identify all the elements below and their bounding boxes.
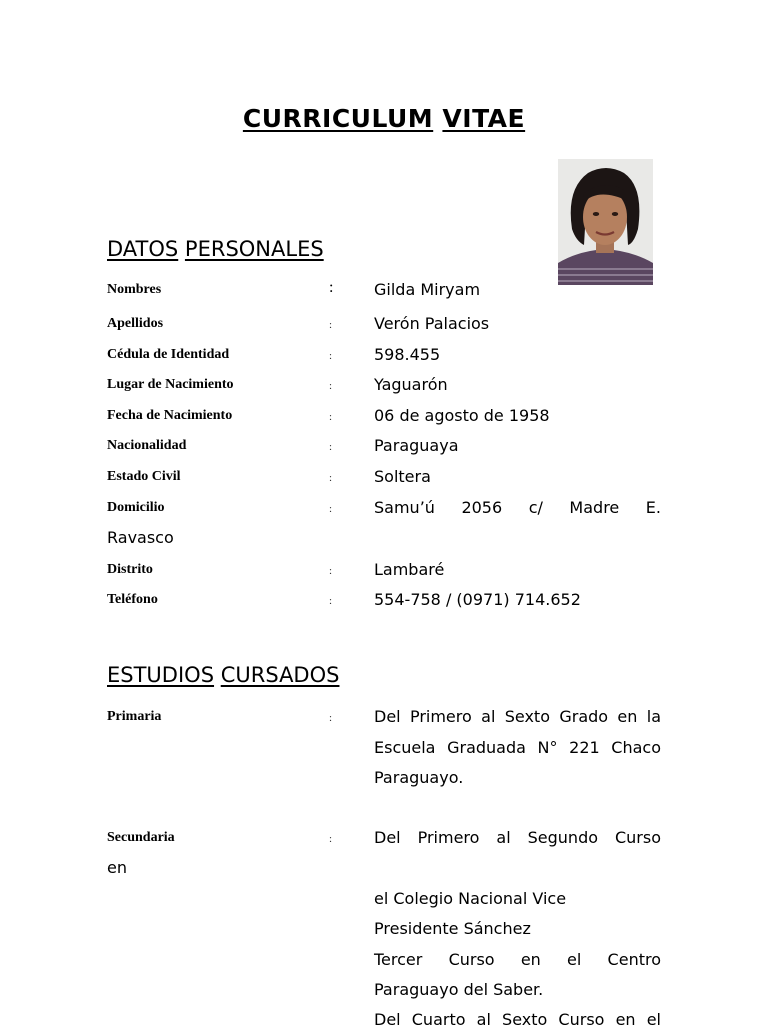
colon: : <box>329 350 333 362</box>
colon: : <box>329 503 333 515</box>
colon: : <box>329 565 333 577</box>
colon: : <box>329 441 333 453</box>
title-word-1: CURRICULUM <box>242 104 434 133</box>
label-cedula: Cédula de Identidad <box>107 347 230 362</box>
section-heading-word: CURSADOS <box>220 663 340 687</box>
section-heading-word: DATOS <box>107 237 179 261</box>
label-distrito: Distrito <box>107 562 153 577</box>
label-fecha-nacimiento: Fecha de Nacimiento <box>107 408 233 423</box>
value-secundaria-line: Presidente Sánchez <box>374 919 531 938</box>
label-secundaria: Secundaria <box>107 830 175 845</box>
label-primaria: Primaria <box>107 709 162 724</box>
label-apellidos: Apellidos <box>107 316 164 331</box>
value-secundaria-line: Paraguayo del Saber. <box>374 980 544 999</box>
section-heading-word: ESTUDIOS <box>107 663 215 687</box>
colon: : <box>329 595 333 607</box>
value-secundaria-continued: en <box>107 858 127 877</box>
label-nombres: Nombres <box>107 282 162 297</box>
portrait-image <box>558 159 653 285</box>
value-domicilio: Samu’ú 2056 c/ Madre E. <box>374 498 661 517</box>
label-telefono: Teléfono <box>107 592 158 607</box>
colon: : <box>329 279 334 296</box>
colon: : <box>329 472 333 484</box>
label-lugar-nacimiento: Lugar de Nacimiento <box>107 377 234 392</box>
value-apellidos: Verón Palacios <box>374 314 490 333</box>
label-domicilio: Domicilio <box>107 500 165 515</box>
value-telefono: 554-758 / (0971) 714.652 <box>374 590 581 609</box>
section-heading-personal <box>107 237 324 261</box>
value-nacionalidad: Paraguaya <box>374 436 459 455</box>
label-nacionalidad: Nacionalidad <box>107 438 187 453</box>
section-heading-word: PERSONALES <box>184 237 324 261</box>
value-lugar-nacimiento: Yaguarón <box>374 375 448 394</box>
value-secundaria-line: Del Cuarto al Sexto Curso en el <box>374 1010 661 1029</box>
value-distrito: Lambaré <box>374 560 445 579</box>
value-nombres: Gilda Miryam <box>374 280 481 299</box>
section-heading-studies <box>107 663 339 687</box>
value-estado-civil: Soltera <box>374 467 431 486</box>
value-primaria-line: Escuela Graduada N° 221 Chaco <box>374 738 661 757</box>
value-secundaria-line: Tercer Curso en el Centro <box>374 950 661 969</box>
value-fecha-nacimiento: 06 de agosto de 1958 <box>374 406 550 425</box>
label-estado-civil: Estado Civil <box>107 469 181 484</box>
colon: : <box>329 712 333 724</box>
value-cedula: 598.455 <box>374 345 441 364</box>
page-title <box>0 104 768 133</box>
colon: : <box>329 319 333 331</box>
colon: : <box>329 833 333 845</box>
value-secundaria-line: el Colegio Nacional Vice <box>374 889 567 908</box>
colon: : <box>329 411 333 423</box>
profile-photo <box>558 159 653 285</box>
colon: : <box>329 380 333 392</box>
value-secundaria-line: Del Primero al Segundo Curso <box>374 828 661 847</box>
value-domicilio-continued: Ravasco <box>107 528 174 547</box>
title-word-2: VITAE <box>442 104 526 133</box>
value-primaria-line: Paraguayo. <box>374 768 464 787</box>
value-primaria-line: Del Primero al Sexto Grado en la <box>374 707 661 726</box>
